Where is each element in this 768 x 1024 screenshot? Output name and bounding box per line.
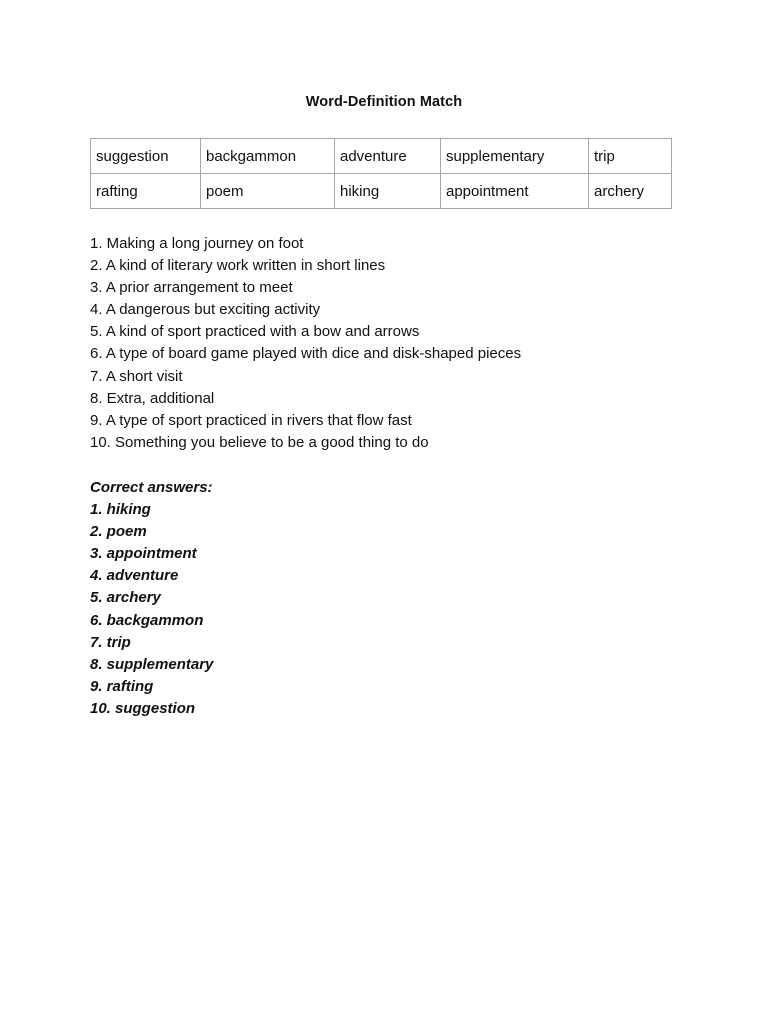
word-cell: poem [201, 174, 335, 209]
answer-item: 6. backgammon [90, 611, 204, 629]
answer-item: 1. hiking [90, 501, 151, 519]
answer-item: 3. appointment [90, 545, 197, 563]
definition-item: 4. A dangerous but exciting activity [90, 301, 321, 319]
definitions-list [90, 233, 710, 454]
word-cell: supplementary [441, 139, 589, 174]
page-title: Word-Definition Match [305, 94, 463, 110]
word-cell: backgammon [201, 139, 335, 174]
definition-item: 10. Something you believe to be a good thing to do [90, 433, 429, 451]
word-cell: suggestion [91, 139, 201, 174]
definition-item: 5. A kind of sport practiced with a bow and arrows [90, 323, 420, 341]
answer-item: 2. poem [90, 523, 147, 541]
word-cell: hiking [335, 174, 441, 209]
answer-item: 7. trip [90, 633, 131, 651]
answers-heading: Correct answers: [90, 479, 213, 496]
table-row [91, 139, 672, 174]
answer-item: 4. adventure [90, 567, 179, 585]
answer-item: 9. rafting [90, 677, 154, 695]
definition-item: 3. A prior arrangement to meet [90, 279, 293, 297]
table-row [91, 174, 672, 209]
definition-item: 1. Making a long journey on foot [90, 235, 304, 252]
definition-item: 6. A type of board game played with dice and disk-shaped pieces [90, 345, 522, 363]
word-cell: archery [589, 174, 672, 209]
word-cell: trip [589, 139, 672, 174]
answer-item: 10. suggestion [90, 699, 196, 717]
answers-section [90, 477, 710, 720]
word-cell: adventure [335, 139, 441, 174]
word-cell: rafting [91, 174, 201, 209]
definition-item: 8. Extra, additional [90, 389, 215, 407]
definition-item: 2. A kind of literary work written in short lines [90, 257, 386, 275]
definition-item: 9. A type of sport practiced in rivers that flow fast [90, 411, 412, 429]
answer-item: 5. archery [90, 589, 161, 607]
word-cell: appointment [441, 174, 589, 209]
word-table [90, 138, 672, 209]
definition-item: 7. A short visit [90, 367, 183, 385]
answer-item: 8. supplementary [90, 655, 214, 673]
